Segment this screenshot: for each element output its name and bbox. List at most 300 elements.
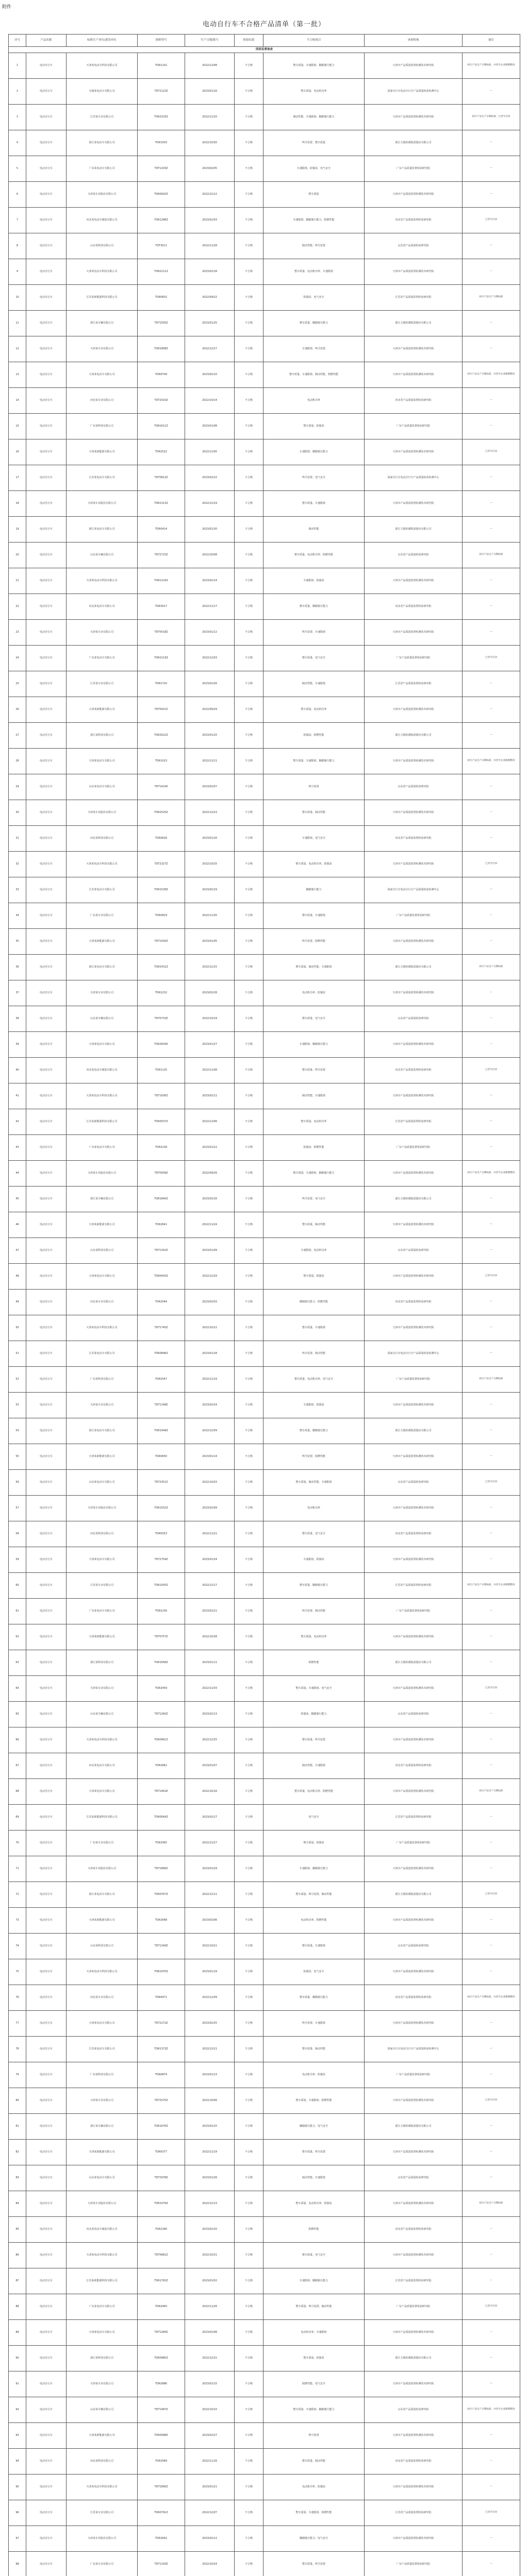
- table-cell: 2023/01/21: [185, 2475, 235, 2500]
- table-cell: 不合格: [235, 2500, 263, 2526]
- table-cell: 2023/02/16: [185, 1187, 235, 1212]
- table-cell: 不合格: [235, 2397, 263, 2423]
- table-cell: 整车质量、电动机功率: [263, 697, 365, 723]
- table-cell: 不合格: [235, 1315, 263, 1341]
- table-row: [9, 980, 520, 1006]
- table-cell: 已责令召回: [463, 2294, 520, 2320]
- table-cell: 电动自行车: [26, 1418, 67, 1444]
- table-cell: TDT1890Z: [138, 2475, 185, 2500]
- table-row: [9, 2475, 520, 2500]
- table-cell: —: [463, 1341, 520, 1367]
- table-row: [9, 2037, 520, 2062]
- table-cell: —: [463, 1006, 520, 1032]
- table-cell: 河北省产品质量监督检验研究院: [365, 1058, 463, 1083]
- table-row: [9, 2243, 520, 2268]
- table-cell: —: [463, 1908, 520, 1934]
- table-cell: 不合格: [235, 2243, 263, 2268]
- table-cell: 58: [9, 1521, 26, 1547]
- table-cell: —: [463, 980, 520, 1006]
- table-cell: 电动自行车: [26, 1856, 67, 1882]
- table-cell: 8: [9, 233, 26, 259]
- table-cell: 85: [9, 2217, 26, 2243]
- table-cell: 阻燃性能、电气安全: [263, 2371, 365, 2397]
- table-cell: 不合格: [235, 517, 263, 543]
- table-row: [9, 2165, 520, 2191]
- table-cell: 执行产品生产日期标准，并责令企业限期整改: [463, 53, 520, 79]
- table-cell: 不合格: [235, 311, 263, 336]
- table-cell: 2023/02/24: [185, 1393, 235, 1418]
- table-cell: 执行产品生产日期标准: [463, 543, 520, 568]
- table-row: [9, 543, 520, 568]
- table-cell: 天津市产品质量监督检测技术研究院: [365, 800, 463, 826]
- table-row: [9, 1599, 520, 1624]
- table-cell: 28: [9, 749, 26, 774]
- table-cell: 国家自行车电动自行车产品质量检验检测中心: [365, 877, 463, 903]
- table-cell: 浙江方圆检测集团股份有限公司: [365, 311, 463, 336]
- table-cell: 河北某车业有限公司: [67, 1290, 138, 1315]
- table-cell: —: [463, 1418, 520, 1444]
- table-cell: 不合格: [235, 1676, 263, 1702]
- table-cell: 天津市产品质量监督检测技术研究院: [365, 182, 463, 208]
- table-cell: 广东某电动车有限公司: [67, 156, 138, 182]
- table-cell: 95: [9, 2475, 26, 2500]
- table-cell: 89: [9, 2320, 26, 2346]
- table-cell: —: [463, 465, 520, 491]
- table-row: [9, 1238, 520, 1264]
- table-cell: 电动自行车: [26, 517, 67, 543]
- table-cell: 不合格: [235, 671, 263, 697]
- table-cell: 97: [9, 2526, 26, 2552]
- table-cell: 14: [9, 388, 26, 414]
- table-cell: 整车质量、电气安全: [263, 2243, 365, 2268]
- table-row: [9, 1264, 520, 1290]
- table-cell: 45: [9, 1187, 26, 1212]
- table-cell: 江苏省产品质量监督检验研究院: [365, 671, 463, 697]
- table-cell: —: [463, 1624, 520, 1650]
- table-cell: 浙江方圆检测集团股份有限公司: [365, 130, 463, 156]
- table-cell: 整车质量、车速限值、脚踏骑行能力: [263, 749, 365, 774]
- table-cell: 电动自行车: [26, 2449, 67, 2475]
- table-cell: 25: [9, 671, 26, 697]
- table-cell: 山东省产品质量检验研究院: [365, 1470, 463, 1496]
- table-cell: —: [463, 2346, 520, 2371]
- table-cell: 执行产品生产日期标准: [463, 955, 520, 980]
- table-cell: —: [463, 1212, 520, 1238]
- table-cell: 12: [9, 336, 26, 362]
- table-cell: TDR2522: [138, 439, 185, 465]
- table-cell: —: [463, 1083, 520, 1109]
- table-cell: 电动自行车: [26, 336, 67, 362]
- table-cell: 整车质量、鸣号装置、制动性能: [263, 2294, 365, 2320]
- table-cell: —: [463, 929, 520, 955]
- table-cell: 不合格: [235, 1418, 263, 1444]
- table-cell: 40: [9, 1058, 26, 1083]
- table-cell: 天津市产品质量监督检测技术研究院: [365, 2088, 463, 2114]
- table-cell: 2022/11/28: [185, 233, 235, 259]
- table-cell: 浙江某电动车有限公司: [67, 517, 138, 543]
- table-cell: 江苏某车业有限公司: [67, 1573, 138, 1599]
- table-cell: 天津市产品质量监督检测技术研究院: [365, 2475, 463, 2500]
- table-cell: 整车质量、电动机功率: [263, 79, 365, 105]
- table-cell: 浙江某车辆有限公司: [67, 1187, 138, 1212]
- table-cell: 67: [9, 1753, 26, 1779]
- table-cell: 9: [9, 259, 26, 285]
- table-cell: 河北某科技有限公司: [67, 1521, 138, 1547]
- table-row: [9, 671, 520, 697]
- table-row: [9, 1290, 520, 1315]
- table-row: [9, 1187, 520, 1212]
- table-cell: 广东产品质量监督检验研究院: [365, 1831, 463, 1856]
- table-row: [9, 79, 520, 105]
- table-cell: 电动自行车: [26, 2526, 67, 2552]
- table-cell: 天津某新能源有限公司: [67, 697, 138, 723]
- table-cell: 72: [9, 1882, 26, 1908]
- table-cell: 鸣号装置: [263, 2423, 365, 2449]
- table-cell: 2023/02/03: [185, 1290, 235, 1315]
- table-cell: 天津市产品质量监督检测技术研究院: [365, 1393, 463, 1418]
- table-cell: 2022/12/17: [185, 1573, 235, 1599]
- table-row: [9, 877, 520, 903]
- table-cell: 79: [9, 2062, 26, 2088]
- table-cell: 电动自行车: [26, 1959, 67, 1985]
- table-cell: —: [463, 2268, 520, 2294]
- table-cell: 天津某电动车科技有限公司: [67, 852, 138, 877]
- table-cell: 执行产品生产日期标准，已责令召回: [463, 105, 520, 130]
- table-cell: 2023/01/11: [185, 1650, 235, 1676]
- table-cell: 电动机功率、防篡改: [263, 2475, 365, 2500]
- table-cell: 鸣号装置、电气安全: [263, 1187, 365, 1212]
- table-cell: —: [463, 1238, 520, 1264]
- table-cell: 2022/12/29: [185, 1264, 235, 1290]
- table-cell: 河北省产品质量监督检验研究院: [365, 826, 463, 852]
- table-row: [9, 1573, 520, 1599]
- table-row: [9, 1470, 520, 1496]
- table-cell: 电动自行车: [26, 568, 67, 594]
- table-cell: 不合格: [235, 2371, 263, 2397]
- table-cell: 41: [9, 1083, 26, 1109]
- table-cell: 天津某电动车有限公司: [67, 749, 138, 774]
- table-cell: 不合格: [235, 2268, 263, 2294]
- table-cell: 浙江某车辆有限公司: [67, 311, 138, 336]
- table-cell: 广东某车业有限公司: [67, 903, 138, 929]
- table-cell: TDT1745Z: [138, 1315, 185, 1341]
- table-cell: —: [463, 697, 520, 723]
- table-cell: 电动自行车: [26, 2011, 67, 2037]
- table-cell: 电动机功率: [263, 1496, 365, 1521]
- table-cell: 电动自行车: [26, 1573, 67, 1599]
- table-cell: 87: [9, 2268, 26, 2294]
- table-cell: 已责令召回: [463, 1676, 520, 1702]
- table-cell: 天津某电动车有限公司: [67, 1779, 138, 1805]
- table-row: [9, 2268, 520, 2294]
- table-cell: 2022/11/27: [185, 1831, 235, 1856]
- table-cell: 整车质量、车速限值、阻燃性能: [263, 2088, 365, 2114]
- table-row: [9, 697, 520, 723]
- table-cell: 执行产品生产日期标准，并责令企业限期整改: [463, 1161, 520, 1187]
- table-cell: 24: [9, 646, 26, 671]
- table-cell: TDT1930Z: [138, 929, 185, 955]
- table-cell: TDR2025Z: [138, 800, 185, 826]
- table-row: [9, 414, 520, 439]
- table-cell: 河北某车业有限公司: [67, 1985, 138, 2011]
- table-cell: TDR1116Z: [138, 568, 185, 594]
- table-cell: 94: [9, 2449, 26, 2475]
- table-cell: 2022/12/21: [185, 2037, 235, 2062]
- table-cell: 整车质量、车速限值: [263, 1934, 365, 1959]
- table-cell: 不合格: [235, 697, 263, 723]
- table-cell: 不合格: [235, 2320, 263, 2346]
- table-row: [9, 1212, 520, 1238]
- table-cell: 脚踏骑行能力、阻燃性能: [263, 1290, 365, 1315]
- table-cell: 广东产品质量监督检验研究院: [365, 2062, 463, 2088]
- table-cell: 91: [9, 2371, 26, 2397]
- table-cell: 整车质量、脚踏骑行能力: [263, 1985, 365, 2011]
- table-cell: 车速限值、防篡改、电气安全: [263, 156, 365, 182]
- table-row: [9, 53, 520, 79]
- table-cell: 电动自行车: [26, 2191, 67, 2217]
- table-cell: 已责令召回: [463, 1264, 520, 1290]
- table-cell: —: [463, 1315, 520, 1341]
- table-cell: 电动自行车: [26, 1908, 67, 1934]
- table-cell: 电动自行车: [26, 1341, 67, 1367]
- table-cell: 整车质量、防篡改: [263, 1264, 365, 1290]
- table-row: [9, 208, 520, 233]
- table-cell: 电动自行车: [26, 2500, 67, 2526]
- table-cell: 2022/12/23: [185, 800, 235, 826]
- table-cell: 电动自行车: [26, 2397, 67, 2423]
- table-cell: 电动自行车: [26, 1624, 67, 1650]
- table-cell: TDR2641: [138, 1212, 185, 1238]
- table-cell: 整车质量、电动机功率、防篡改: [263, 852, 365, 877]
- table-cell: 天津某新能源有限公司: [67, 2140, 138, 2165]
- attachment-label: 附件: [2, 5, 12, 10]
- table-cell: TDR0874: [138, 2062, 185, 2088]
- table-cell: 江苏省产品质量监督检验研究院: [365, 285, 463, 311]
- table-cell: 电动自行车: [26, 1779, 67, 1805]
- table-cell: 已责令召回: [463, 208, 520, 233]
- table-cell: 天津市产品质量监督检测技术研究院: [365, 852, 463, 877]
- table-cell: —: [463, 1805, 520, 1831]
- table-cell: TDR0443Z: [138, 1264, 185, 1290]
- table-cell: 18: [9, 491, 26, 517]
- table-cell: 电动自行车: [26, 826, 67, 852]
- table-cell: 鸣号装置: [263, 774, 365, 800]
- table-cell: 天津市产品质量监督检测技术研究院: [365, 1083, 463, 1109]
- table-cell: 浙江方圆检测集团股份有限公司: [365, 1650, 463, 1676]
- column-header: 产品名称: [26, 35, 67, 47]
- table-cell: 2023/01/24: [185, 1547, 235, 1573]
- table-cell: 2022/10/21: [185, 1934, 235, 1959]
- table-cell: 电动自行车: [26, 1727, 67, 1753]
- table-cell: 2022/11/08: [185, 1058, 235, 1083]
- table-cell: 不合格: [235, 903, 263, 929]
- table-cell: TDR2180: [138, 2217, 185, 2243]
- table-cell: —: [463, 491, 520, 517]
- table-cell: 整车质量、制动性能: [263, 2449, 365, 2475]
- table-cell: TDR2483: [138, 2294, 185, 2320]
- table-cell: 山东某科技有限公司: [67, 1934, 138, 1959]
- table-cell: 2022/12/19: [185, 491, 235, 517]
- table-cell: 56: [9, 1470, 26, 1496]
- table-cell: 电动自行车: [26, 903, 67, 929]
- table-cell: 不合格: [235, 955, 263, 980]
- table-cell: TDR2547: [138, 1367, 185, 1393]
- table-cell: 5: [9, 156, 26, 182]
- table-cell: 制动性能、车速限值、脚踏骑行能力: [263, 105, 365, 130]
- table-row: [9, 646, 520, 671]
- table-cell: 不合格: [235, 336, 263, 362]
- table-cell: 2023/01/18: [185, 1341, 235, 1367]
- table-cell: 70: [9, 1831, 26, 1856]
- table-row: [9, 2140, 520, 2165]
- table-cell: 已责令召回: [463, 2088, 520, 2114]
- table-cell: 75: [9, 1959, 26, 1985]
- table-cell: 整车质量、制动性能、车速限值: [263, 1470, 365, 1496]
- table-cell: 制动性能、车速限值: [263, 2165, 365, 2191]
- table-cell: —: [463, 2217, 520, 2243]
- table-cell: 2023/01/27: [185, 1032, 235, 1058]
- table-cell: 20: [9, 543, 26, 568]
- table-cell: 已责令召回: [463, 1058, 520, 1083]
- table-cell: 不合格: [235, 1753, 263, 1779]
- table-row: [9, 620, 520, 646]
- table-cell: —: [463, 2552, 520, 2576]
- table-cell: 整车质量、电动机功率、阻燃性能: [263, 543, 365, 568]
- table-cell: 电动机功率、车速限值: [263, 2320, 365, 2346]
- table-cell: TDR1676Z: [138, 2114, 185, 2140]
- table-cell: 不合格: [235, 465, 263, 491]
- table-cell: 浙江方圆检测集团股份有限公司: [365, 517, 463, 543]
- table-cell: 不合格: [235, 723, 263, 749]
- table-cell: 电动自行车: [26, 465, 67, 491]
- table-cell: 电动自行车: [26, 594, 67, 620]
- table-cell: TDR2668: [138, 1908, 185, 1934]
- table-cell: 浙江某电动车有限公司: [67, 1418, 138, 1444]
- table-cell: 车速限值、防篡改: [263, 1393, 365, 1418]
- table-cell: 电动自行车: [26, 749, 67, 774]
- table-cell: TDT1148Z: [138, 1393, 185, 1418]
- table-row: [9, 568, 520, 594]
- table-cell: 江苏省产品质量监督检验研究院: [365, 2500, 463, 2526]
- table-cell: 天津某电动车科技有限公司: [67, 1727, 138, 1753]
- table-cell: 电动自行车: [26, 543, 67, 568]
- table-cell: 不合格: [235, 2346, 263, 2371]
- table-cell: 77: [9, 2011, 26, 2037]
- table-cell: 天津市产品质量监督检测技术研究院: [365, 259, 463, 285]
- table-cell: 广东某电动车有限公司: [67, 646, 138, 671]
- table-cell: 电动自行车: [26, 1393, 67, 1418]
- table-cell: 山东省产品质量检验研究院: [365, 233, 463, 259]
- table-cell: 2022/10/14: [185, 388, 235, 414]
- table-cell: 整车质量: [263, 182, 365, 208]
- table-cell: 电动自行车: [26, 388, 67, 414]
- table-cell: TDR1102: [138, 53, 185, 79]
- table-cell: 36: [9, 955, 26, 980]
- table-cell: 已责令召回: [463, 2500, 520, 2526]
- table-cell: 制动性能、车速限值: [263, 671, 365, 697]
- table-cell: —: [463, 414, 520, 439]
- table-cell: 天津市产品质量监督检测技术研究院: [365, 929, 463, 955]
- table-row: [9, 2217, 520, 2243]
- table-cell: 不合格: [235, 1521, 263, 1547]
- table-cell: 13: [9, 362, 26, 388]
- table-cell: 2023/01/15: [185, 2371, 235, 2397]
- table-cell: 2023/01/05: [185, 929, 235, 955]
- table-cell: 车速限值、脚踏骑行能力: [263, 1856, 365, 1882]
- table-cell: 78: [9, 2037, 26, 2062]
- table-cell: 天津某车业有限公司: [67, 2371, 138, 2397]
- table-cell: —: [463, 826, 520, 852]
- table-cell: 不合格: [235, 1083, 263, 1109]
- table-cell: 2022/11/14: [185, 1367, 235, 1393]
- table-cell: 天津市产品质量监督检测技术研究院: [365, 1444, 463, 1470]
- table-cell: 2023/02/05: [185, 156, 235, 182]
- table-cell: 电动自行车: [26, 1161, 67, 1187]
- table-cell: 山东某车辆有限公司: [67, 1006, 138, 1032]
- table-cell: TDR2834Z: [138, 1032, 185, 1058]
- table-cell: 不合格: [235, 1856, 263, 1882]
- table-cell: 山东某科技有限公司: [67, 1238, 138, 1264]
- table-cell: 整车质量、电动机功率: [263, 1624, 365, 1650]
- table-cell: 河北某电动车有限公司: [67, 594, 138, 620]
- table-cell: —: [463, 336, 520, 362]
- table-cell: 2023/01/19: [185, 1959, 235, 1985]
- table-cell: 广东产品质量监督检验研究院: [365, 903, 463, 929]
- table-cell: 天津市产品质量监督检测技术研究院: [365, 980, 463, 1006]
- table-cell: —: [463, 2243, 520, 2268]
- table-cell: 2023/02/22: [185, 465, 235, 491]
- table-cell: 不合格: [235, 439, 263, 465]
- table-cell: 山东某电动车有限公司: [67, 774, 138, 800]
- table-cell: 整车质量、制动性能: [263, 1212, 365, 1238]
- table-cell: 电动自行车: [26, 1212, 67, 1238]
- table-cell: 61: [9, 1599, 26, 1624]
- table-cell: 天津某车业有限公司: [67, 620, 138, 646]
- column-header: 检验结果: [235, 35, 263, 47]
- table-cell: 天津某电动车有限公司: [67, 1264, 138, 1290]
- table-cell: 脚踏骑行能力: [263, 877, 365, 903]
- table-cell: 7: [9, 208, 26, 233]
- table-cell: 河北某电动车制造有限公司: [67, 2217, 138, 2243]
- table-cell: 天津市产品质量监督检测技术研究院: [365, 1779, 463, 1805]
- table-cell: 整车质量、鸣号装置: [263, 1058, 365, 1083]
- table-cell: —: [463, 1959, 520, 1985]
- table-cell: 执行产品生产日期标准: [463, 285, 520, 311]
- table-cell: 15: [9, 414, 26, 439]
- table-cell: 广东产品质量监督检验研究院: [365, 414, 463, 439]
- table-cell: 2023/01/25: [185, 311, 235, 336]
- table-row: [9, 1805, 520, 1831]
- table-cell: 执行产品生产日期标准，并责令企业限期整改: [463, 749, 520, 774]
- table-cell: 93: [9, 2423, 26, 2449]
- table-cell: 广东某科技有限公司: [67, 2062, 138, 2088]
- table-cell: 不合格: [235, 2475, 263, 2500]
- table-cell: 江苏省产品质量监督检验研究院: [365, 1109, 463, 1135]
- table-cell: 整车质量、车速限值: [263, 1315, 365, 1341]
- table-cell: 2023/01/16: [185, 79, 235, 105]
- table-cell: 天津某电动车科技有限公司: [67, 1315, 138, 1341]
- table-cell: 防篡改、阻燃性能: [263, 1135, 365, 1161]
- table-cell: 车速限值、脚踏骑行能力: [263, 2268, 365, 2294]
- table-cell: 不合格: [235, 1779, 263, 1805]
- table-cell: TDT0681Z: [138, 2243, 185, 2268]
- table-cell: 天津某车业股份有限公司: [67, 1856, 138, 1882]
- table-cell: —: [463, 517, 520, 543]
- table-cell: TDR2692: [138, 2526, 185, 2552]
- table-row: [9, 259, 520, 285]
- table-cell: 2023/02/12: [185, 2526, 235, 2552]
- table-cell: 不合格: [235, 1367, 263, 1393]
